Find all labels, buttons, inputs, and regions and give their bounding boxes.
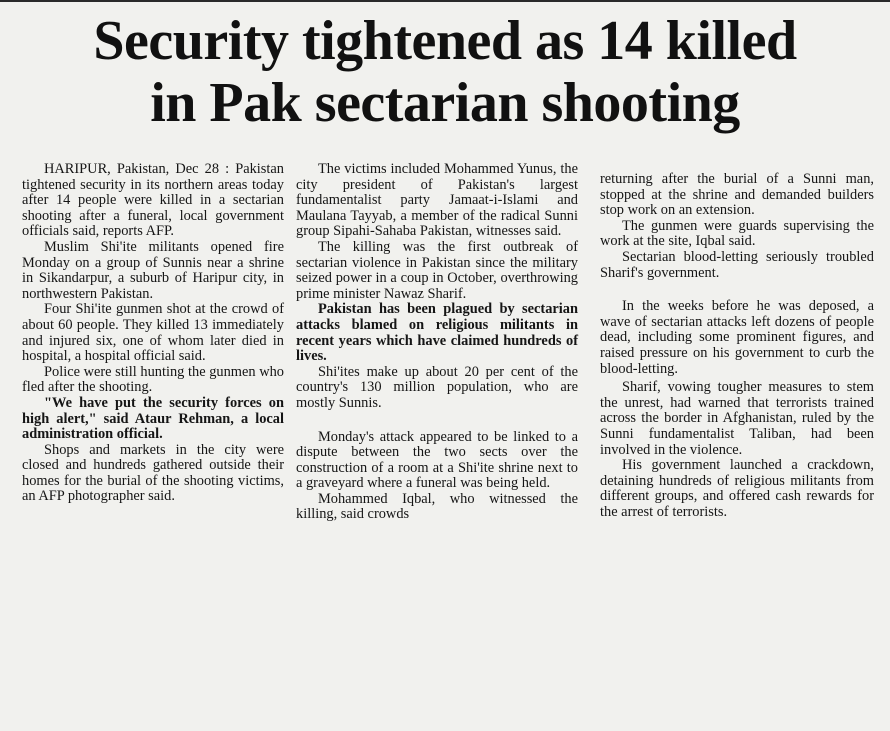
paragraph: Shi'ites make up about 20 per cent of the country's 130 million population, who are mostly Sunnis. [296,363,578,411]
paragraph: Shops and markets in the city were closed and hundreds gathered outside their homes for the burial of the shooting victims, an AFP photographer said. [22,441,284,505]
paragraph-continued: returning after the burial of a Sunni man, stopped at the shrine and demanded builders stop work on an extension. [600,171,874,219]
paragraph: Sharif, vowing tougher measures to stem the unrest, had warned that terrorists trained across the border in Afghanistan, ruled by the Sunni fundamentalist Taliban, had been involved in the violence. [600,379,874,458]
paragraph: The gunmen were guards supervising the work at the site, Iqbal said. [600,217,874,250]
paragraph: His government launched a crackdown, detaining hundreds of religious militants from different groups, and offered cash rewards for the arrest of terrorists. [600,457,874,520]
paragraph: HARIPUR, Pakistan, Dec 28 : Pakistan tightened security in its northern areas today after 14 people were killed in a sectarian shooting after a funeral, local government officials said, reports AFP. [22,161,284,240]
article-column-2 [296,162,578,523]
paragraph: Muslim Shi'ite militants opened fire Monday on a group of Sunnis near a shrine in Sikandarpur, a suburb of Haripur city, in northwestern Pakistan. [22,238,284,302]
article-column-1 [22,162,284,505]
paragraph: In the weeks before he was deposed, a wave of sectarian attacks left dozens of people dead, including some prominent figures, and raised pressure on his government to curb the blood-letting. [600,298,874,377]
paragraph: Police were still hunting the gunmen who fled after the shooting. [22,363,284,396]
article-column-3 [600,172,874,520]
paragraph: Monday's attack appeared to be linked to a dispute between the two sects over the construction of a room at a Shi'ite shrine next to a graveyard where a funeral was being held. [296,428,578,492]
paragraph: Mohammed Iqbal, who witnessed the killing, said crowds [296,490,578,523]
paragraph: Four Shi'ite gunmen shot at the crowd of about 60 people. They killed 13 immediately and injured six, one of whom later died in hospital, a hospital official said. [22,301,284,365]
paragraph: Sectarian blood-letting seriously troubled Sharif's government. [600,248,874,281]
paragraph: Pakistan has been plagued by sectarian attacks blamed on religious militants in recent years which have claimed hundreds of lives. [296,301,578,365]
headline-line-1: Security tightened as 14 killed [93,10,797,72]
paragraph: The killing was the first outbreak of sectarian violence in Pakistan since the military seized power in a coup in October, overthrowing prime minister Nawaz Sharif. [296,238,578,302]
paragraph: The victims included Mohammed Yunus, the city president of Pakistan's largest fundamentalist party Jamaat-i-Islami and Maulana Tayyab, a member of the radical Sunni group Sipahi-Sahaba Pakistan, witnesses said. [296,161,578,240]
paragraph-spacer [600,281,874,299]
paragraph-quote: "We have put the security forces on high alert," said Ataur Rehman, a local administration official. [22,394,284,443]
headline-line-2: in Pak sectarian shooting [150,72,740,134]
paragraph-spacer [296,412,578,430]
headline [0,10,890,134]
